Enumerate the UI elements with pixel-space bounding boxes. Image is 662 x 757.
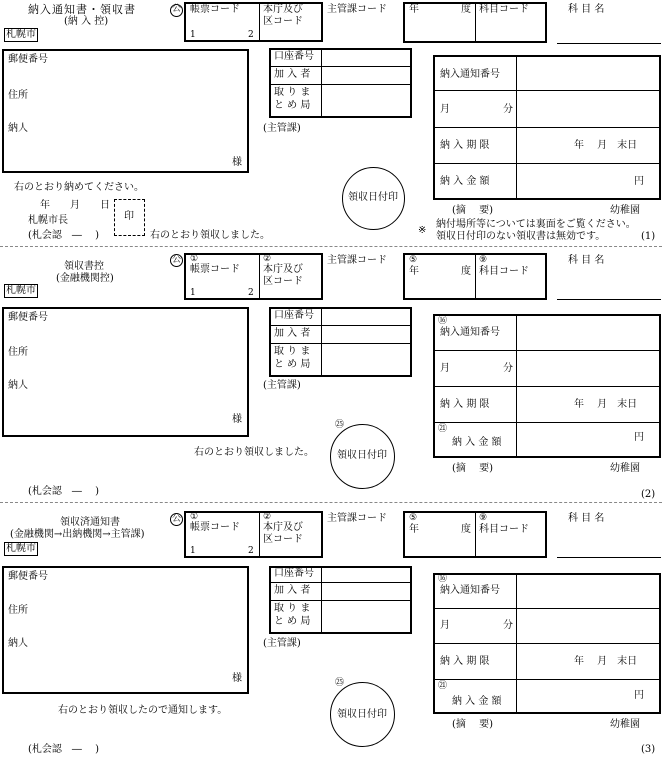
subject-name-label: 科 目 名 — [568, 4, 605, 15]
part-label: 分 — [503, 363, 513, 374]
deadline-value: 年 月 末日 — [574, 399, 638, 410]
month-label: 月 — [440, 620, 450, 631]
subject-code-label: 科目コード — [479, 266, 529, 277]
seal-label: 印 — [124, 211, 134, 222]
office-code-label-1: 本庁及び — [263, 264, 303, 275]
section-number: (1) — [641, 231, 656, 242]
account-no-label: 口座番号 — [274, 568, 314, 579]
main-dept-label: (主管課) — [263, 123, 301, 134]
public-mark: 公 — [172, 4, 182, 14]
form-code-num-1: 1 — [190, 30, 196, 40]
approval-label: (札会認 ― ) — [28, 486, 99, 497]
subscriber-label: 加 入 者 — [274, 328, 311, 339]
circled-9: ⑨ — [479, 255, 488, 265]
subject-code-label: 科目コード — [479, 524, 529, 535]
main-dept-code: 主管課コード — [327, 255, 387, 266]
cut-line-2 — [0, 502, 662, 503]
main-dept-code: 主管課コード — [327, 513, 387, 524]
circled-25: ㉕ — [335, 420, 345, 430]
receipt-stamp-label: 領収日付印 — [337, 450, 387, 461]
date-label: 年 月 日 — [40, 200, 110, 211]
circled-21: ㉑ — [438, 424, 448, 434]
amount-label: 納 入 金 額 — [452, 437, 502, 448]
city-box: 札幌市 — [6, 29, 36, 40]
main-dept-code: 主管課コード — [327, 4, 387, 15]
office-code-label-2: 区コード — [263, 276, 303, 287]
kindergarten-label: 幼稚園 — [610, 719, 640, 730]
collecting-office-label-1: 取 り ま — [274, 87, 311, 98]
circled-5: ⑤ — [409, 513, 418, 523]
city-box: 札幌市 — [6, 285, 36, 296]
collecting-office-label-2: と め 局 — [274, 359, 311, 370]
yen-label: 円 — [634, 432, 644, 443]
deadline-value: 年 月 末日 — [574, 656, 638, 667]
form-code-num-1: 1 — [190, 546, 196, 556]
form-code-label: 帳票コード — [190, 264, 240, 275]
collecting-office-label-2: と め 局 — [274, 616, 311, 627]
form-code-num-2: 2 — [248, 546, 254, 556]
subject-code-label: 科目コード — [479, 4, 529, 15]
received-text: 右のとおり領収しました。 — [194, 447, 314, 458]
part-label: 分 — [503, 104, 513, 115]
section-number: (2) — [641, 489, 656, 500]
circled-1: ① — [190, 254, 199, 264]
fiscal-label: 度 — [461, 524, 471, 535]
circled-5: ⑤ — [409, 255, 418, 265]
circled-21: ㉑ — [438, 681, 448, 691]
receipt-stamp-label: 領収日付印 — [337, 709, 387, 720]
summary-label: (摘 要) — [452, 463, 493, 474]
year-label: 年 — [409, 524, 419, 535]
month-label: 月 — [440, 363, 450, 374]
circled-25: ㉕ — [335, 678, 345, 688]
fiscal-label: 度 — [461, 266, 471, 277]
address-box — [2, 307, 249, 437]
yen-label: 円 — [634, 176, 644, 187]
office-code-label-2: 区コード — [263, 534, 303, 545]
deadline-value: 年 月 末日 — [574, 140, 638, 151]
amount-label: 納 入 金 額 — [452, 696, 502, 707]
section-subtitle: (金融機関→出納機関→主管課) — [10, 529, 145, 540]
main-dept-label: (主管課) — [263, 380, 301, 391]
public-mark: 公 — [172, 514, 182, 524]
form-code-num-1: 1 — [190, 288, 196, 298]
form-code-num-2: 2 — [248, 30, 254, 40]
pay-instruction: 右のとおり納めてください。 — [14, 182, 144, 193]
account-no-label: 口座番号 — [274, 310, 314, 321]
address-label: 住所 — [8, 347, 28, 358]
circled-2: ② — [263, 512, 272, 522]
subscriber-label: 加 入 者 — [274, 69, 311, 80]
part-label: 分 — [503, 620, 513, 631]
honorific: 様 — [232, 157, 242, 168]
collecting-office-label-2: と め 局 — [274, 100, 311, 111]
postal-code-label: 郵便番号 — [8, 312, 48, 323]
deadline-label: 納 入 期 限 — [440, 140, 490, 151]
section-title: 領収済通知書 — [60, 517, 120, 528]
form-code-label: 帳票コード — [190, 522, 240, 533]
subscriber-label: 加 入 者 — [274, 585, 311, 596]
section-title: 領収書控 — [64, 261, 104, 272]
office-code-label-1: 本庁及び — [263, 4, 303, 15]
note-2: 領収日付印のない領収書は無効です。 — [436, 231, 606, 242]
section-subtitle: (納 入 控) — [64, 16, 109, 27]
form-code-num-2: 2 — [248, 288, 254, 298]
approval-label: (札会認 ― ) — [28, 230, 99, 241]
cut-line-1 — [0, 246, 662, 247]
subject-name-label: 科 目 名 — [568, 513, 605, 524]
summary-label: (摘 要) — [452, 719, 493, 730]
notice-no-label: 納入通知番号 — [440, 585, 500, 596]
circled-1: ① — [190, 512, 199, 522]
section-number: (3) — [641, 744, 656, 755]
address-box — [2, 49, 249, 173]
section-subtitle: (金融機関控) — [56, 273, 114, 284]
deadline-label: 納 入 期 限 — [440, 656, 490, 667]
month-label: 月 — [440, 104, 450, 115]
collecting-office-label-1: 取 り ま — [274, 603, 311, 614]
kindergarten-label: 幼稚園 — [610, 205, 640, 216]
office-code-label-1: 本庁及び — [263, 522, 303, 533]
note-1: 納付場所等については裏面をご覧ください。 — [436, 219, 636, 230]
circled-2: ② — [263, 254, 272, 264]
section-title: 納入通知書・領収書 — [28, 3, 136, 16]
collecting-office-label-1: 取 り ま — [274, 346, 311, 357]
account-no-label: 口座番号 — [274, 51, 314, 62]
approval-label: (札会認 ― ) — [28, 744, 99, 755]
subject-name-label: 科 目 名 — [568, 255, 605, 266]
payer-label: 納人 — [8, 123, 28, 134]
public-mark: 公 — [172, 255, 182, 265]
kindergarten-label: 幼稚園 — [610, 463, 640, 474]
circled-9: ⑨ — [479, 513, 488, 523]
address-box — [2, 566, 249, 694]
summary-label: (摘 要) — [452, 205, 493, 216]
payer-label: 納人 — [8, 380, 28, 391]
notice-no-label: 納入通知番号 — [440, 69, 500, 80]
year-label: 年 — [409, 4, 419, 15]
address-label: 住所 — [8, 605, 28, 616]
mayor-label: 札幌市長 — [28, 215, 68, 226]
receipt-stamp-label: 領収日付印 — [348, 192, 398, 203]
office-code-label-2: 区コード — [263, 16, 303, 27]
form-code-label: 帳票コード — [190, 4, 240, 15]
honorific: 様 — [232, 414, 242, 425]
postal-code-label: 郵便番号 — [8, 54, 48, 65]
notice-no-label: 納入通知番号 — [440, 327, 500, 338]
yen-label: 円 — [634, 690, 644, 701]
received-text: 右のとおり領収しました。 — [150, 230, 270, 241]
fiscal-label: 度 — [461, 4, 471, 15]
honorific: 様 — [232, 673, 242, 684]
address-label: 住所 — [8, 90, 28, 101]
deadline-label: 納 入 期 限 — [440, 399, 490, 410]
city-box: 札幌市 — [6, 543, 36, 554]
year-label: 年 — [409, 266, 419, 277]
received-text: 右のとおり領収したので通知します。 — [58, 705, 228, 716]
payer-label: 納人 — [8, 638, 28, 649]
main-dept-label: (主管課) — [263, 638, 301, 649]
amount-label: 納 入 金 額 — [440, 176, 490, 187]
postal-code-label: 郵便番号 — [8, 571, 48, 582]
circled-16: ⑯ — [438, 316, 448, 326]
note-mark: ※ — [418, 225, 427, 236]
circled-16: ⑯ — [438, 574, 448, 584]
